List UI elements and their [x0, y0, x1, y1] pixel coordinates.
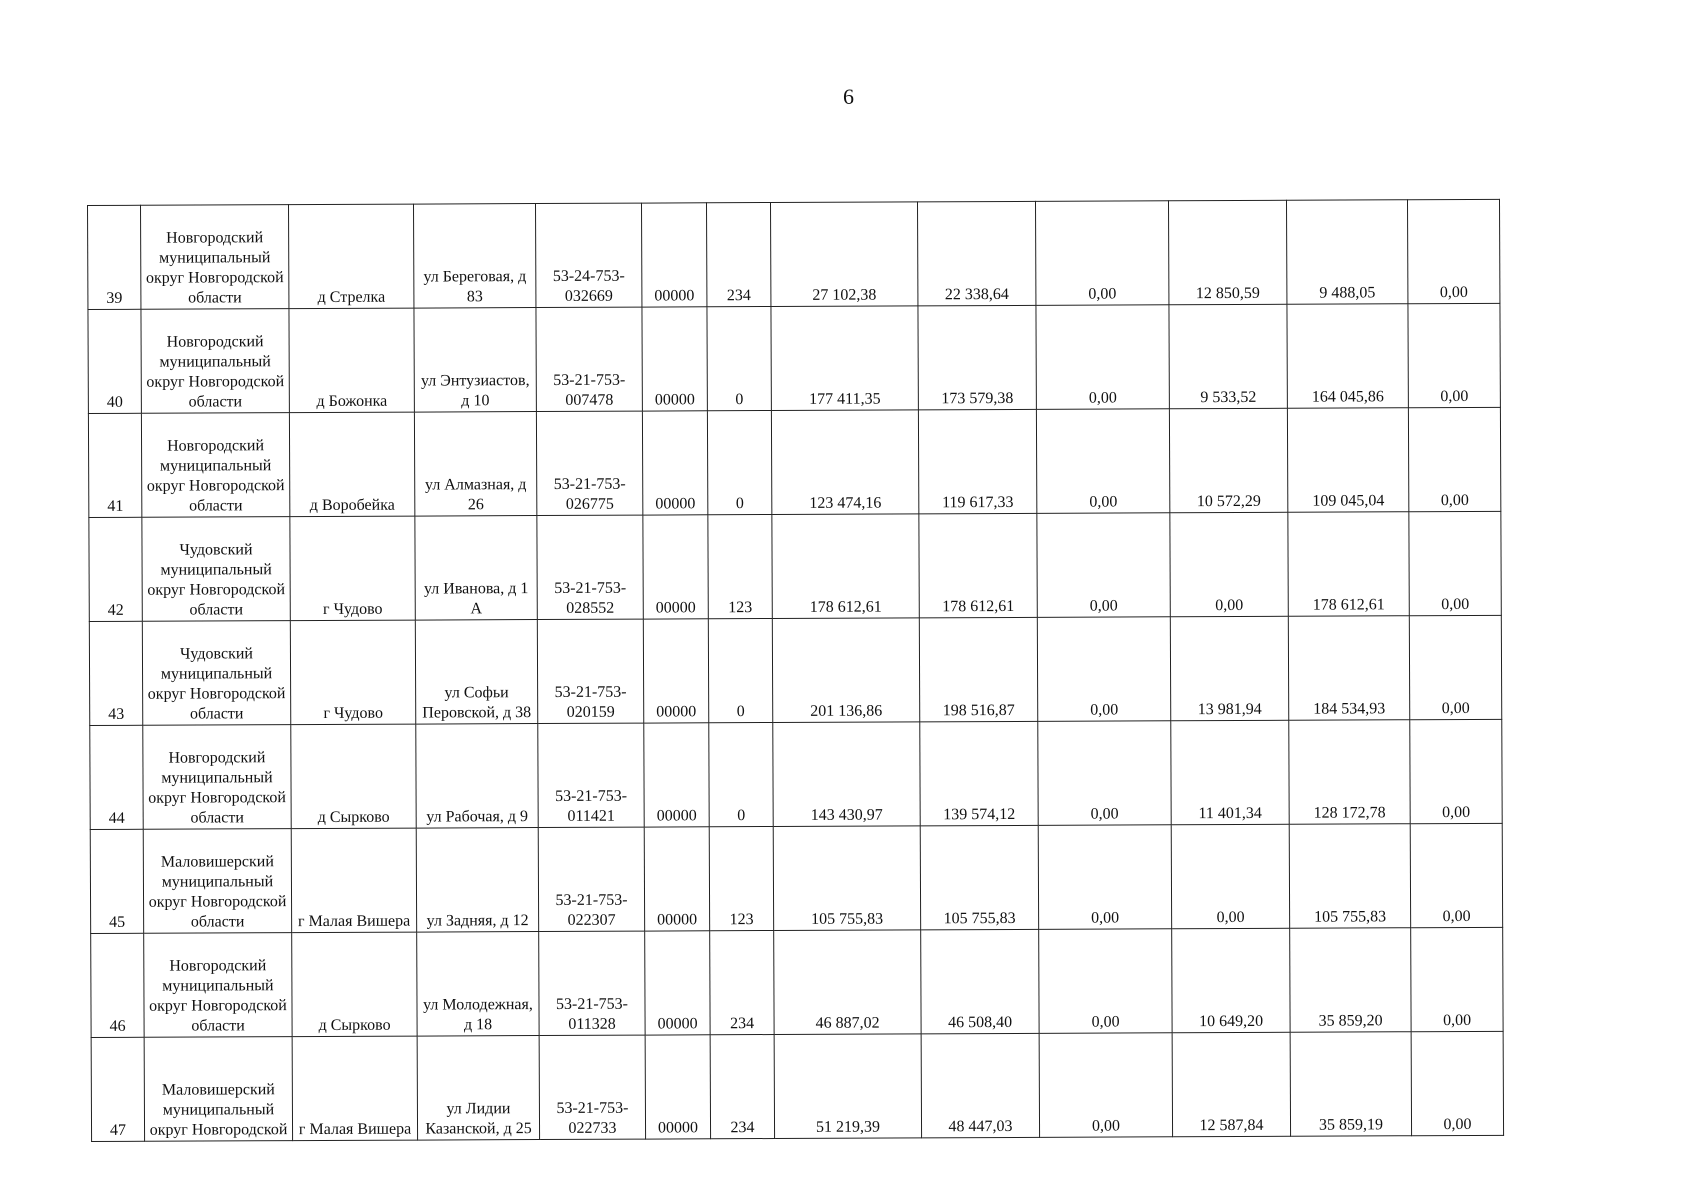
code7-cell: 234	[706, 203, 770, 307]
code6-cell: 00000	[645, 931, 710, 1035]
value3-cell: 0,00	[1035, 201, 1168, 306]
code6-cell: 00000	[643, 619, 708, 723]
district-cell: Маловишерский муниципальный округ Новгородской области	[143, 829, 291, 934]
value4-cell: 0,00	[1170, 512, 1288, 617]
code7-cell: 234	[710, 931, 774, 1035]
value1-cell: 27 102,38	[770, 202, 917, 307]
table-row	[88, 407, 1500, 517]
value3-cell: 0,00	[1038, 825, 1171, 930]
value5-cell: 178 612,61	[1288, 512, 1409, 617]
value2-cell: 198 516,87	[919, 617, 1037, 722]
value6-cell: 0,00	[1411, 1031, 1503, 1135]
code6-cell: 00000	[642, 307, 707, 411]
locality-cell: д Воробейка	[289, 412, 414, 517]
code7-cell: 0	[707, 307, 771, 411]
value4-cell: 10 649,20	[1172, 928, 1290, 1033]
value6-cell: 0,00	[1408, 303, 1500, 407]
value3-cell: 0,00	[1037, 617, 1170, 722]
district-cell: Новгородский муниципальный округ Новгородской области	[144, 933, 292, 1038]
value2-cell: 139 574,12	[920, 721, 1038, 826]
value2-cell: 173 579,38	[918, 305, 1036, 410]
value3-cell: 0,00	[1039, 929, 1172, 1034]
table-row	[88, 199, 1500, 309]
value6-cell: 0,00	[1410, 823, 1502, 927]
value3-cell: 0,00	[1036, 409, 1169, 514]
table-row	[89, 511, 1501, 621]
value6-cell: 0,00	[1409, 511, 1501, 615]
address-cell: ул Алмазная, д 26	[414, 412, 536, 517]
value1-cell: 105 755,83	[773, 826, 920, 931]
code6-cell: 00000	[643, 515, 708, 619]
value2-cell: 48 447,03	[921, 1033, 1039, 1138]
code-cell: 53-21-753-026775	[536, 411, 642, 515]
value6-cell: 0,00	[1410, 719, 1502, 823]
value5-cell: 9 488,05	[1286, 200, 1407, 305]
locality-cell: д Сырково	[292, 932, 417, 1037]
locality-cell: г Чудово	[290, 620, 415, 725]
code-cell: 53-21-753-028552	[537, 515, 643, 619]
table-body	[88, 199, 1504, 1141]
value2-cell: 22 338,64	[917, 201, 1035, 306]
row-number: 42	[89, 517, 142, 621]
value5-cell: 105 755,83	[1289, 824, 1410, 929]
address-cell: ул Береговая, д 83	[413, 204, 535, 309]
code7-cell: 234	[710, 1035, 774, 1139]
code6-cell: 00000	[645, 1035, 710, 1139]
value1-cell: 143 430,97	[773, 722, 920, 827]
value3-cell: 0,00	[1038, 721, 1171, 826]
code-cell: 53-21-753-022733	[539, 1035, 645, 1139]
locality-cell: г Малая Вишера	[291, 828, 416, 933]
code7-cell: 0	[707, 411, 771, 515]
table-row	[91, 927, 1503, 1037]
table-row	[91, 1031, 1503, 1141]
row-number: 43	[89, 621, 142, 725]
row-number: 44	[90, 725, 143, 829]
value6-cell: 0,00	[1409, 615, 1501, 719]
value5-cell: 35 859,19	[1290, 1032, 1411, 1137]
row-number: 46	[91, 933, 144, 1037]
value1-cell: 51 219,39	[774, 1034, 921, 1139]
row-number: 39	[88, 205, 141, 309]
value5-cell: 109 045,04	[1287, 408, 1408, 513]
value5-cell: 35 859,20	[1290, 928, 1411, 1033]
code-cell: 53-21-753-011328	[539, 931, 645, 1035]
code6-cell: 00000	[644, 723, 709, 827]
value1-cell: 178 612,61	[772, 514, 919, 619]
value4-cell: 11 401,34	[1171, 720, 1289, 825]
value5-cell: 184 534,93	[1288, 616, 1409, 721]
value2-cell: 119 617,33	[918, 409, 1036, 514]
value5-cell: 128 172,78	[1289, 720, 1410, 825]
code7-cell: 123	[708, 515, 772, 619]
address-cell: ул Рабочая, д 9	[416, 724, 538, 829]
code7-cell: 0	[709, 723, 773, 827]
code6-cell: 00000	[644, 827, 709, 931]
locality-cell: д Сырково	[291, 724, 416, 829]
table-row	[88, 303, 1500, 413]
address-cell: ул Молодежная, д 18	[417, 932, 539, 1037]
value1-cell: 201 136,86	[772, 618, 919, 723]
value6-cell: 0,00	[1407, 199, 1499, 303]
table-row	[90, 823, 1502, 933]
table-row	[90, 719, 1502, 829]
value4-cell: 0,00	[1171, 824, 1289, 929]
row-number: 40	[88, 309, 141, 413]
value6-cell: 0,00	[1408, 407, 1500, 511]
page-number: 6	[843, 84, 854, 109]
value4-cell: 10 572,29	[1169, 408, 1287, 513]
value3-cell: 0,00	[1039, 1033, 1172, 1138]
locality-cell: д Стрелка	[289, 204, 414, 309]
locality-cell: г Малая Вишера	[292, 1036, 417, 1141]
row-number: 41	[88, 413, 141, 517]
value5-cell: 164 045,86	[1287, 304, 1408, 409]
value4-cell: 12 850,59	[1168, 200, 1286, 305]
code7-cell: 123	[709, 827, 773, 931]
district-cell: Новгородский муниципальный округ Новгородской области	[141, 413, 289, 518]
row-number: 45	[90, 829, 143, 933]
value2-cell: 46 508,40	[921, 929, 1039, 1034]
code-cell: 53-21-753-020159	[537, 619, 643, 723]
value1-cell: 177 411,35	[771, 306, 918, 411]
address-cell: ул Задняя, д 12	[416, 828, 538, 933]
code-cell: 53-21-753-007478	[536, 307, 642, 411]
value2-cell: 105 755,83	[920, 825, 1038, 930]
value6-cell: 0,00	[1411, 927, 1503, 1031]
district-cell: Новгородский муниципальный округ Новгородской области	[141, 205, 289, 310]
code-cell: 53-21-753-022307	[538, 827, 644, 931]
data-table	[87, 199, 1504, 1142]
locality-cell: г Чудово	[290, 516, 415, 621]
district-cell: Чудовский муниципальный округ Новгородской области	[142, 517, 290, 622]
address-cell: ул Иванова, д 1 А	[415, 516, 537, 621]
value3-cell: 0,00	[1036, 305, 1169, 410]
district-cell: Новгородский муниципальный округ Новгородской области	[141, 309, 289, 414]
code6-cell: 00000	[642, 411, 707, 515]
code-cell: 53-21-753-011421	[538, 723, 644, 827]
value4-cell: 9 533,52	[1169, 304, 1287, 409]
value1-cell: 46 887,02	[774, 930, 921, 1035]
row-number: 47	[91, 1037, 144, 1141]
code-cell: 53-24-753-032669	[535, 203, 641, 307]
address-cell: ул Софьи Перовской, д 38	[415, 620, 537, 725]
value4-cell: 12 587,84	[1172, 1032, 1290, 1137]
district-cell: Чудовский муниципальный округ Новгородской области	[142, 621, 290, 726]
table-row	[89, 615, 1501, 725]
address-cell: ул Лидии Казанской, д 25	[417, 1036, 539, 1141]
code7-cell: 0	[708, 619, 772, 723]
value2-cell: 178 612,61	[919, 513, 1037, 618]
district-cell: Маловишерский муниципальный округ Новгородской	[144, 1037, 292, 1142]
value3-cell: 0,00	[1037, 513, 1170, 618]
value1-cell: 123 474,16	[771, 410, 918, 515]
locality-cell: д Божонка	[289, 308, 414, 413]
value4-cell: 13 981,94	[1170, 616, 1288, 721]
code6-cell: 00000	[641, 203, 706, 307]
address-cell: ул Энтузиастов, д 10	[414, 308, 536, 413]
district-cell: Новгородский муниципальный округ Новгородской области	[143, 725, 291, 830]
